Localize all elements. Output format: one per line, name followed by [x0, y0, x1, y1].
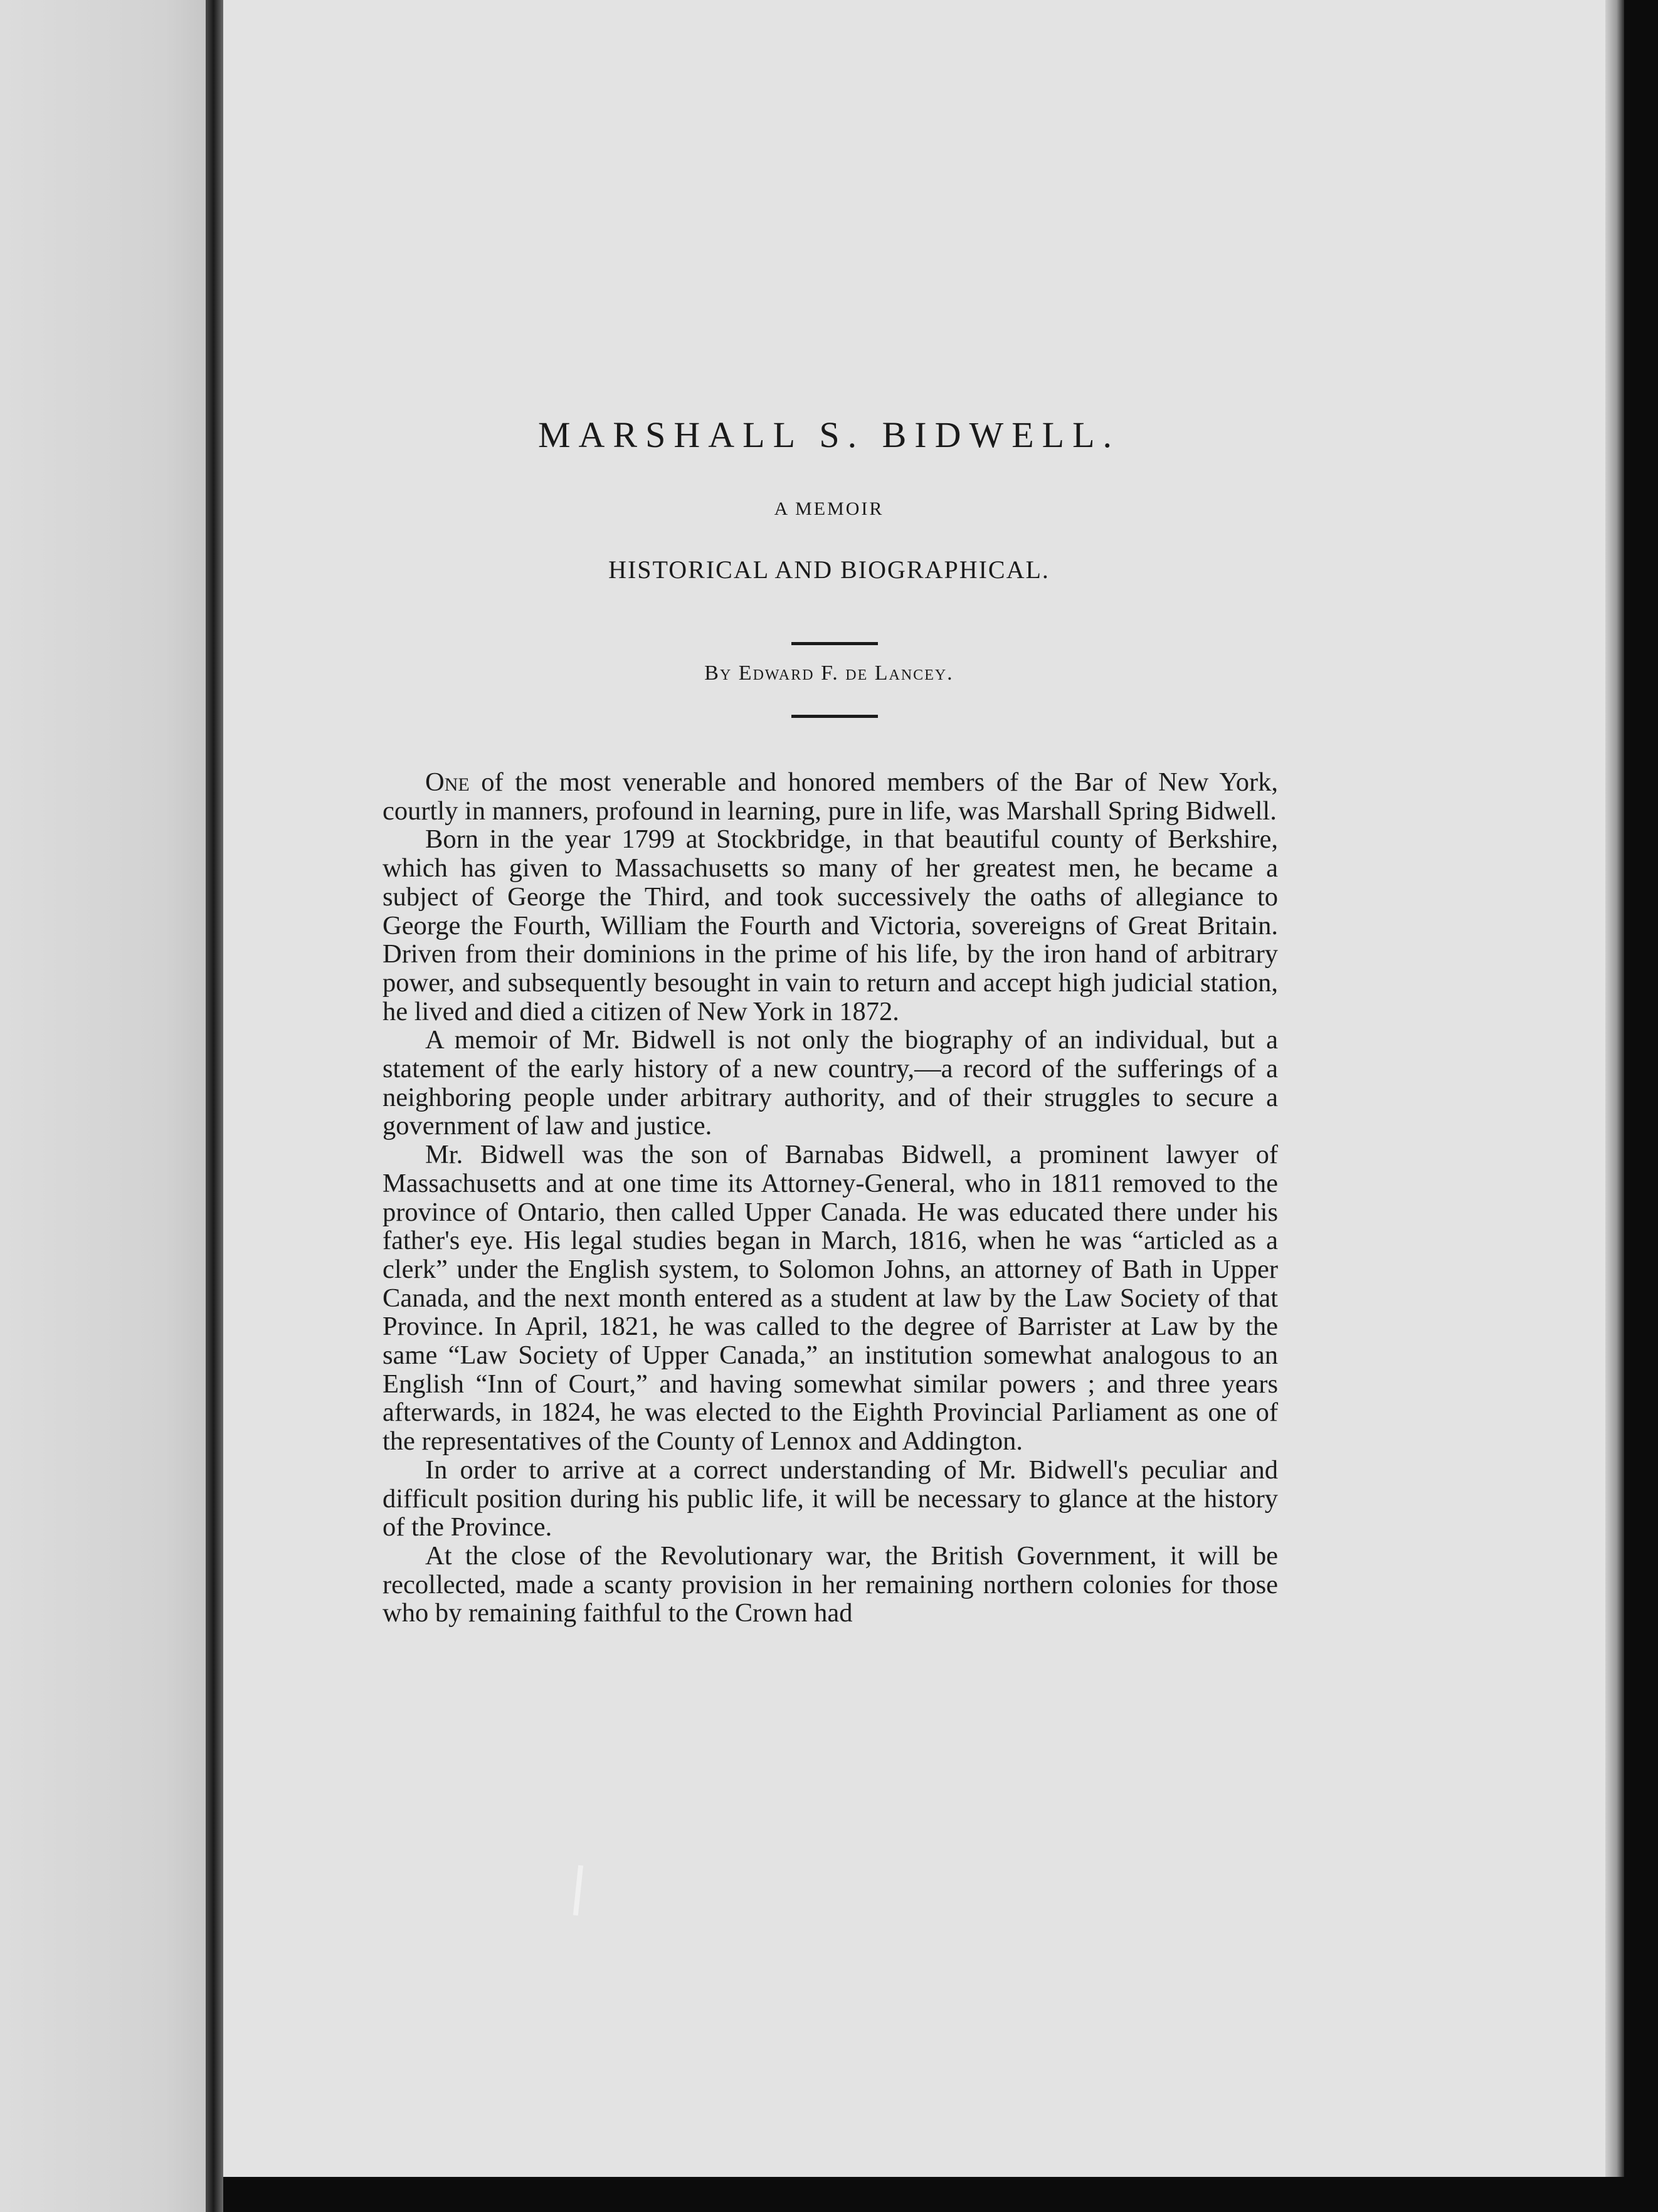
paragraph-3: [383, 1026, 1278, 1140]
paragraph-4: [383, 1140, 1278, 1456]
subtitle-historical: HISTORICAL AND BIOGRAPHICAL.: [608, 556, 1050, 584]
paragraph-text: of the most venerable and honored members of the Bar of New York, courtly in manners, profound in learning, pure in life, was Marshall Spring Bidwell.: [383, 767, 1278, 826]
paragraph-text: A memoir of Mr. Bidwell is not only the biography of an individual, but a statement of the early history of a new country,—a record of the sufferings of a neighboring people under arbitrary authority, and of their struggles to secure a government of law and justice.: [383, 1025, 1278, 1141]
paragraph-text: Mr. Bidwell was the son of Barnabas Bidwell, a prominent lawyer of Massachusetts and at one time its Attorney-General, who in 1811 removed to the province of Ontario, then called Upper Canada. He was educated there under his father's eye. His legal studies began in March, 1816, when he was “articled as a clerk” under the English system, to Solomon Johns, an attorney of Bath in Upper Canada, and the next month entered as a student at law by the Law Society of that Province. In April, 1821, he was called to the degree of Barrister at Law by the same “Law Society of Upper Canada,” an institution somewhat analogous to an English “Inn of Court,” and having somewhat similar powers ; and three years afterwards, in 1824, he was elected to the Eighth Provincial Parliament as one of the representatives of the County of Lennox and Addington.: [383, 1140, 1278, 1456]
paragraph-5: [383, 1456, 1278, 1542]
paragraph-2: [383, 825, 1278, 1026]
page-edge: [1605, 0, 1624, 2177]
byline: By Edward F. de Lancey.: [704, 661, 954, 685]
page-title: MARSHALL S. BIDWELL.: [537, 414, 1121, 455]
paragraph-text: At the close of the Revolutionary war, the British Government, it will be recollected, made a scanty provision in her remaining northern colonies for those who by remaining faithful to the Crown had: [383, 1540, 1278, 1628]
body-text: [383, 768, 1278, 1628]
paragraph-lead: One: [425, 767, 470, 797]
divider-top: [791, 642, 878, 645]
subtitle-memoir: A MEMOIR: [774, 498, 884, 519]
divider-bottom: [791, 715, 878, 718]
book-gutter: [206, 0, 223, 2212]
paragraph-1: [383, 768, 1278, 825]
facing-page-edge: [0, 0, 206, 2212]
paragraph-text: Born in the year 1799 at Stockbridge, in that beautiful county of Berkshire, which has given to Massachusetts so many of her greatest men, he became a subject of George the Third, and took successively the oaths of allegiance to George the Fourth, William the Fourth and Victoria, sovereigns of Great Britain. Driven from their dominions in the prime of his life, by the iron hand of arbitrary power, and subsequently besought in vain to return and accept high judicial station, he lived and died a citizen of New York in 1872.: [383, 824, 1278, 1026]
paragraph-6: [383, 1542, 1278, 1628]
paragraph-text: In order to arrive at a correct understanding of Mr. Bidwell's peculiar and difficult position during his public life, it will be necessary to glance at the history of the Province.: [383, 1455, 1278, 1542]
